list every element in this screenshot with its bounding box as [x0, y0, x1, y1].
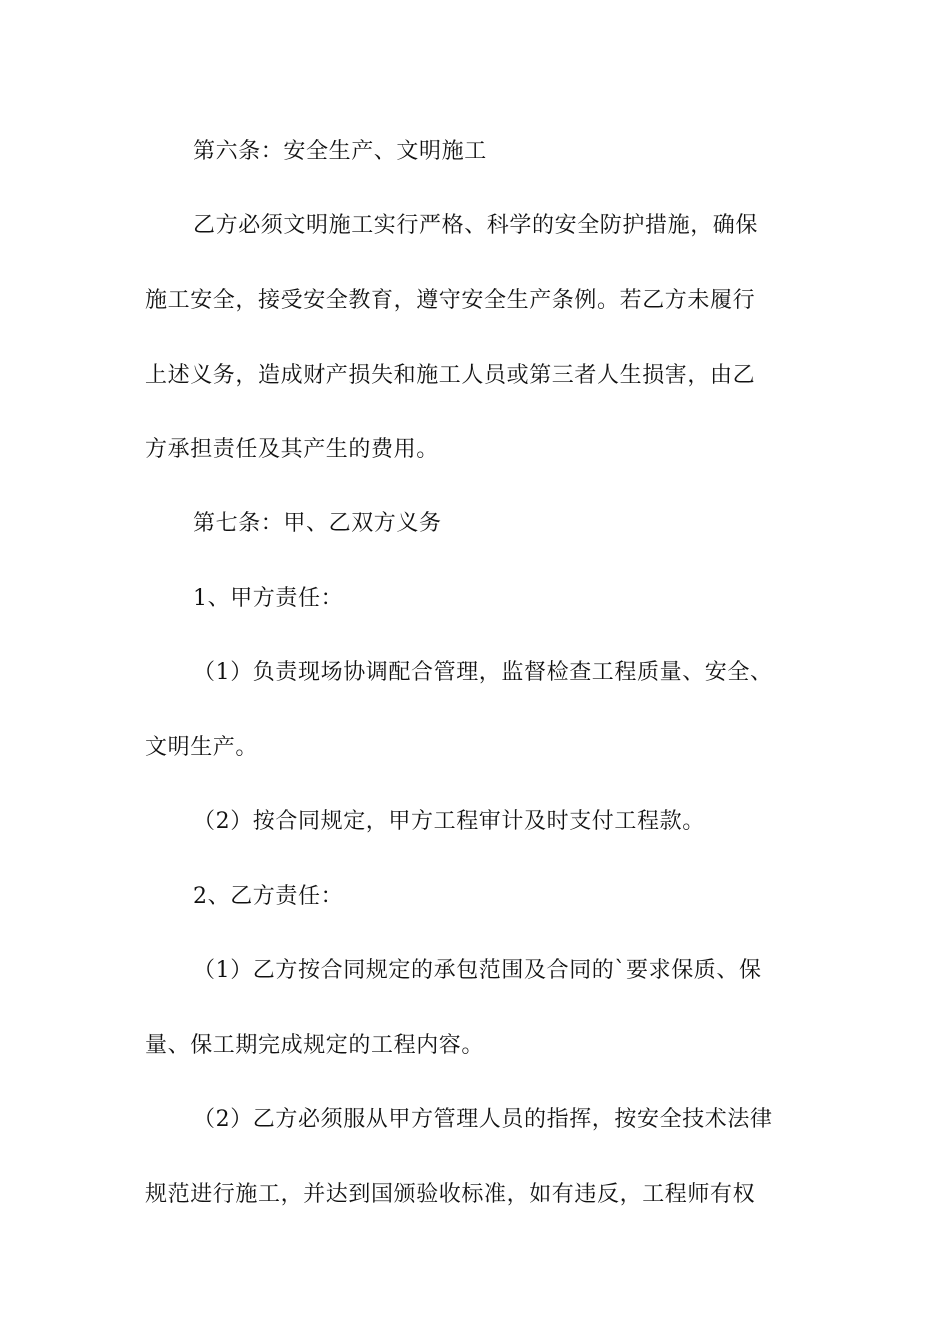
paragraph-line: （1）乙方按合同规定的承包范围及合同的`要求保质、保 — [193, 958, 762, 983]
party-b-heading: 2、乙方责任： — [193, 884, 344, 909]
party-a-heading: 1、甲方责任： — [193, 586, 344, 611]
article-6-heading: 第六条：安全生产、文明施工 — [193, 139, 487, 164]
paragraph-line: 量、保工期完成规定的工程内容。 — [145, 1033, 485, 1058]
paragraph-line: 规范进行施工，并达到国颁验收标准，如有违反，工程师有权 — [145, 1182, 756, 1207]
paragraph-line: 上述义务，造成财产损失和施工人员或第三者人生损害，由乙 — [145, 363, 756, 388]
paragraph-line: 施工安全，接受安全教育，遵守安全生产条例。若乙方未履行 — [145, 288, 756, 313]
paragraph-line: 乙方必须文明施工实行严格、科学的安全防护措施，确保 — [193, 213, 759, 238]
paragraph-line: （1）负责现场协调配合管理，监督检查工程质量、安全、 — [193, 660, 773, 685]
paragraph-line: （2）按合同规定，甲方工程审计及时支付工程款。 — [193, 809, 705, 834]
paragraph-line: 文明生产。 — [145, 735, 259, 760]
article-7-heading: 第七条：甲、乙双方义务 — [193, 511, 442, 536]
paragraph-line: （2）乙方必须服从甲方管理人员的指挥，按安全技术法律 — [193, 1107, 773, 1132]
paragraph-line: 方承担责任及其产生的费用。 — [145, 437, 439, 462]
